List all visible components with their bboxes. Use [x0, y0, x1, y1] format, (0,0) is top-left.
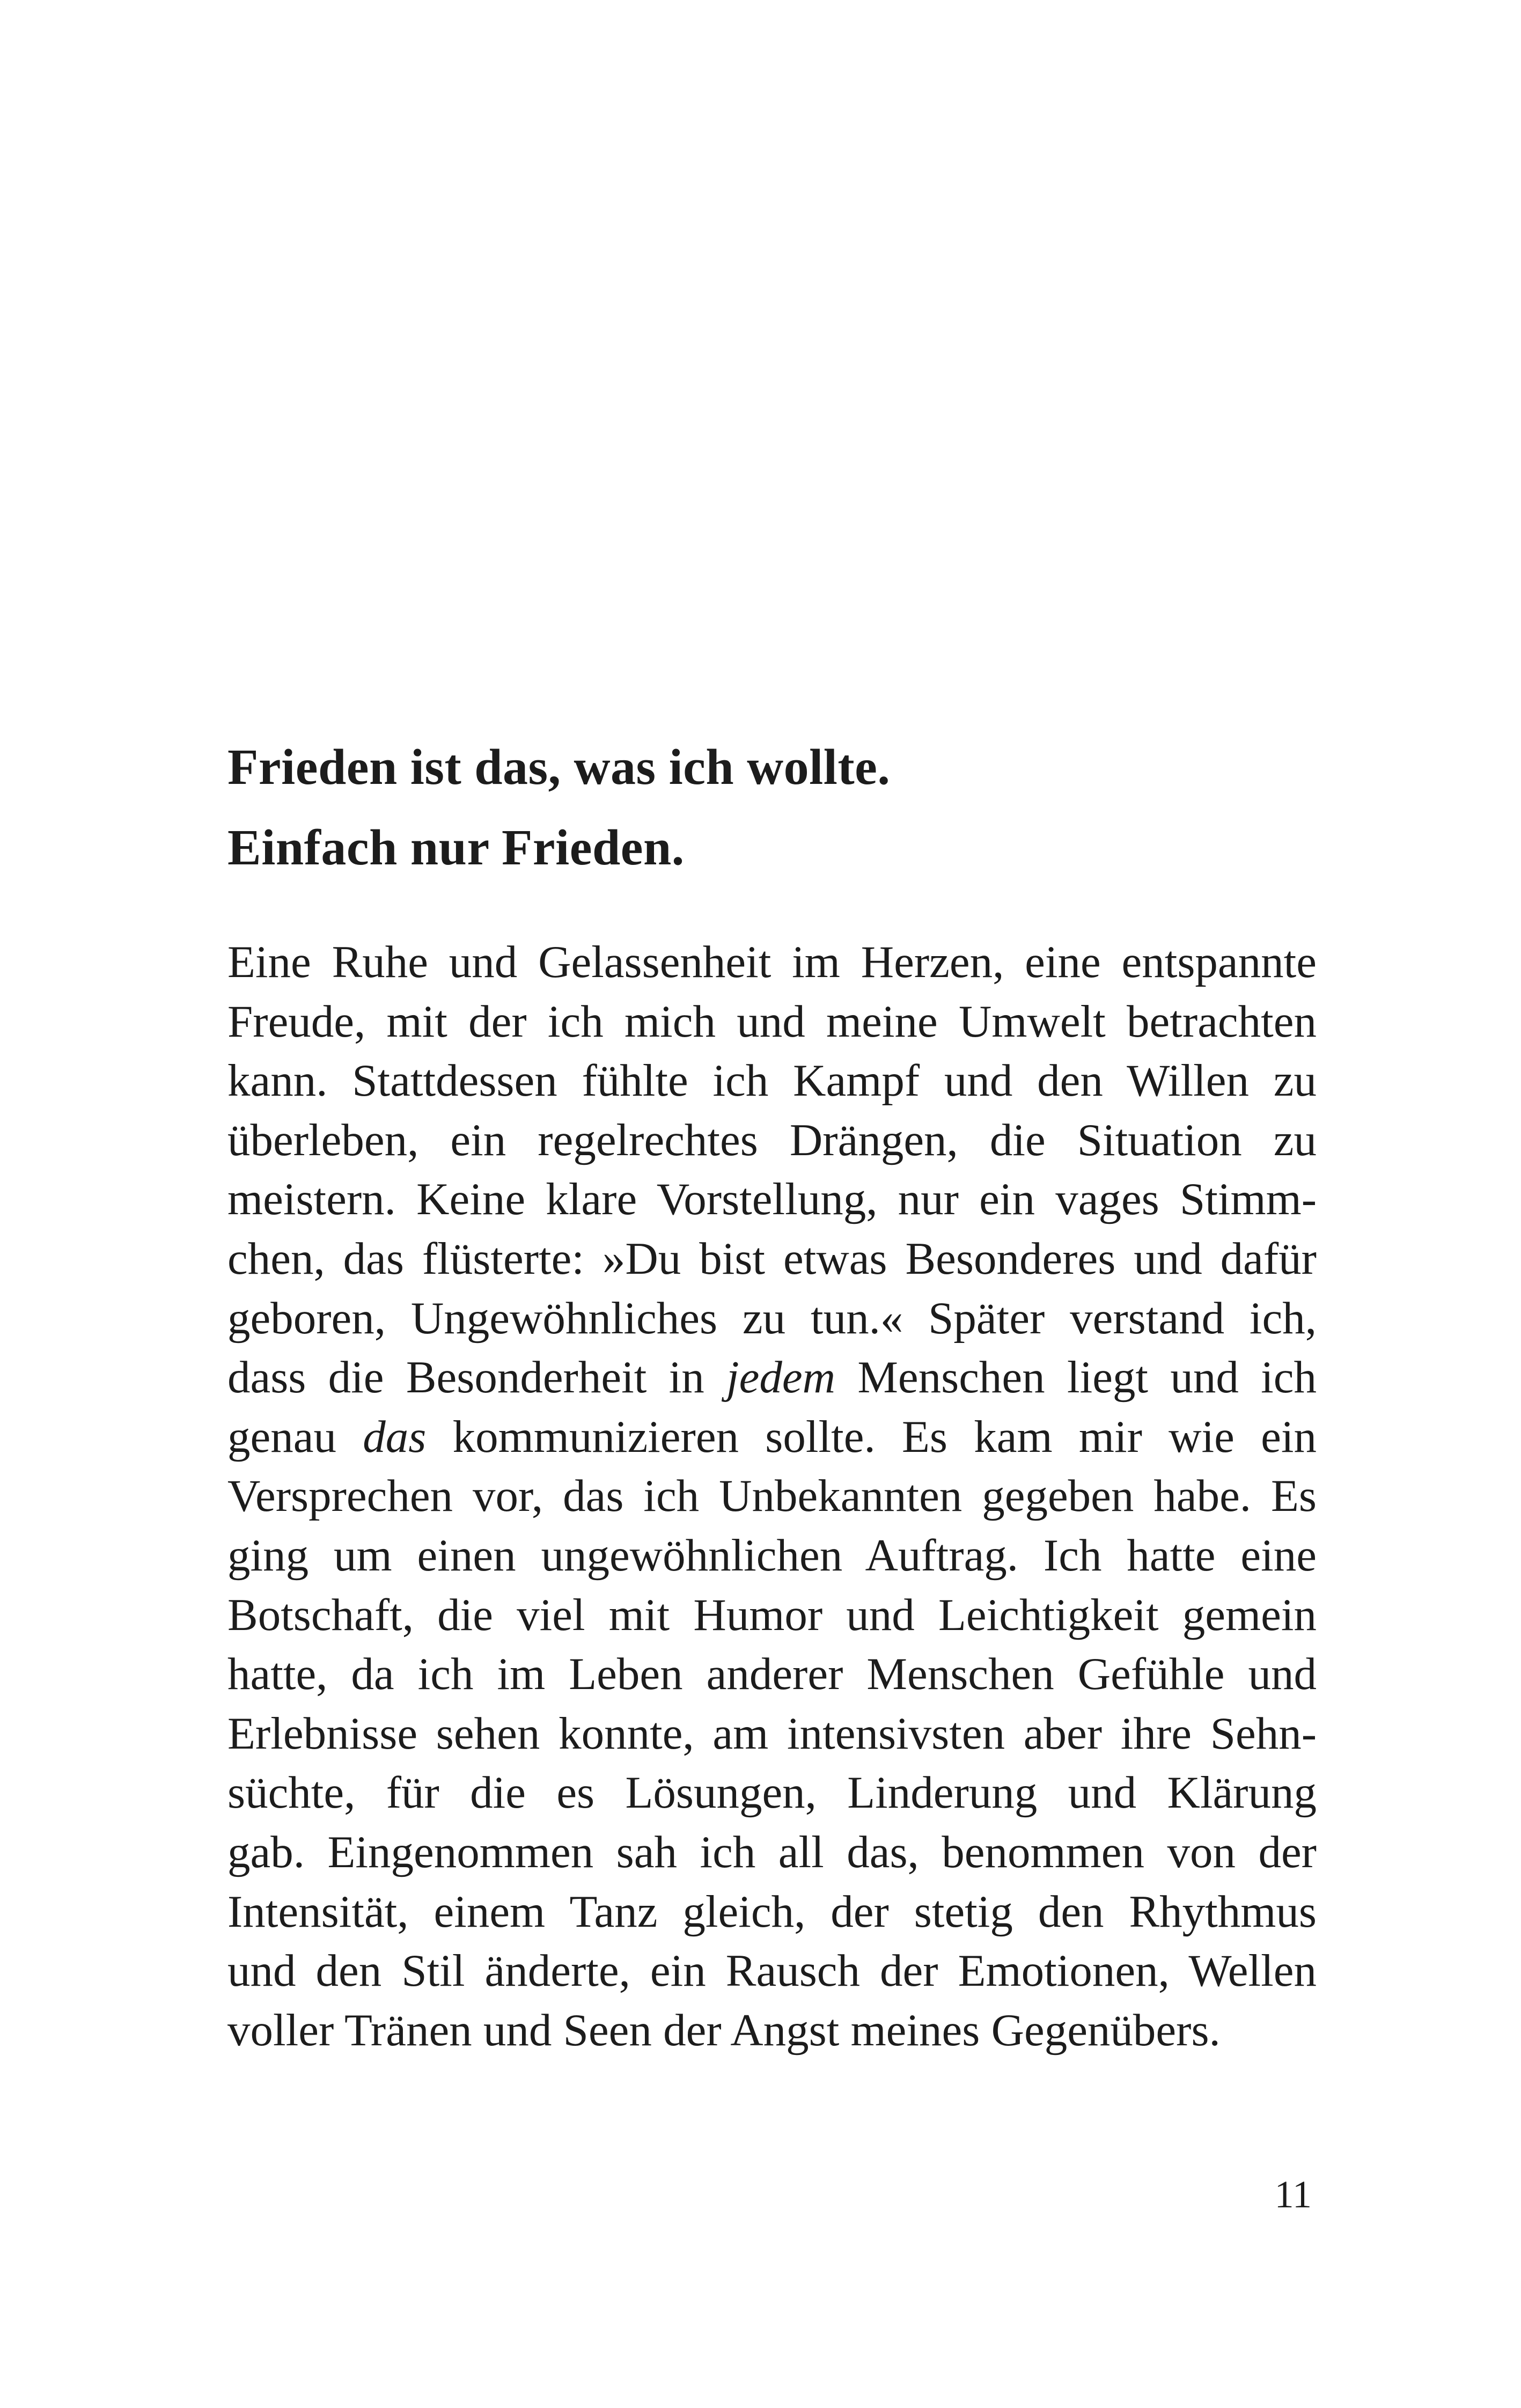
chapter-heading [227, 727, 1354, 888]
text-line: kann. Stattdessen fühlte ich Kampf und den Willen zu [227, 1055, 1317, 1106]
text-line: meistern. Keine klare Vorstellung, nur ein vages Stimm- [227, 1174, 1317, 1225]
text-line [227, 1348, 1317, 1407]
text-segment: kommunizieren sollte. Es kam mir wie ein [426, 1411, 1317, 1462]
text-line: hatte, da ich im Leben anderer Menschen Gefühle und [227, 1649, 1317, 1700]
text-line: süchte, für die es Lösungen, Linderung und Klärung [227, 1767, 1317, 1818]
heading-line-2: Einfach nur Frieden. [227, 820, 685, 876]
body-paragraph [227, 933, 1317, 2060]
text-line: chen, das flüsterte: »Du bist etwas Besonderes und dafür [227, 1233, 1317, 1284]
text-line: geboren, Ungewöhnliches zu tun.« Später verstand ich, [227, 1293, 1317, 1344]
text-segment: Menschen liegt und ich [835, 1352, 1317, 1403]
text-line: Versprechen vor, das ich Unbekannten gegeben habe. Es [227, 1471, 1317, 1522]
text-line: Freude, mit der ich mich und meine Umwelt betrachten [227, 996, 1317, 1047]
text-line: voller Tränen und Seen der Angst meines Gegenübers. [227, 2005, 1221, 2055]
text-line: Eine Ruhe und Gelassenheit im Herzen, eine entspannte [227, 937, 1317, 987]
text-line: Erlebnisse sehen konnte, am intensivsten aber ihre Sehn- [227, 1708, 1317, 1759]
text-line [227, 1407, 1317, 1467]
text-line: überleben, ein regelrechtes Drängen, die Situation zu [227, 1114, 1317, 1165]
heading-line-1: Frieden ist das, was ich wollte. [227, 739, 891, 795]
emphasized-word: jedem [726, 1352, 836, 1403]
page-number: 11 [1274, 2173, 1312, 2216]
emphasized-word: das [363, 1411, 427, 1462]
text-line: Intensität, einem Tanz gleich, der stetig den Rhythmus [227, 1886, 1317, 1937]
text-line: ging um einen ungewöhnlichen Auftrag. Ich hatte eine [227, 1530, 1317, 1581]
text-line: und den Stil änderte, ein Rausch der Emotionen, Wellen [227, 1946, 1317, 1996]
text-line: Botschaft, die viel mit Humor und Leichtigkeit gemein [227, 1589, 1317, 1640]
text-line: gab. Eingenommen sah ich all das, benommen von der [227, 1826, 1317, 1877]
text-segment: genau [227, 1411, 363, 1462]
text-segment: dass die Besonderheit in [227, 1352, 727, 1403]
